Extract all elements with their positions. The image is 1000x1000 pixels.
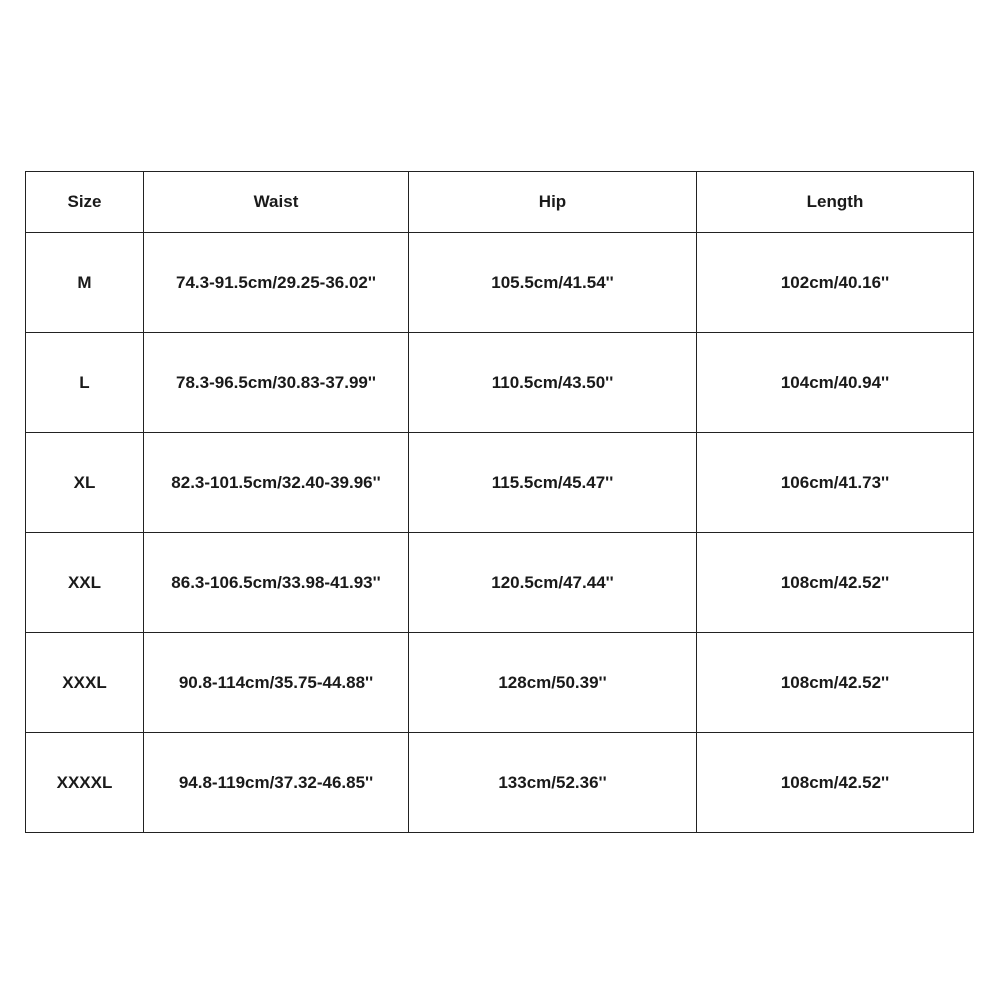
cell-length: 104cm/40.94'' xyxy=(697,333,974,433)
table-row xyxy=(26,633,974,733)
header-size: Size xyxy=(26,172,144,233)
cell-waist: 90.8-114cm/35.75-44.88'' xyxy=(144,633,409,733)
cell-length: 106cm/41.73'' xyxy=(697,433,974,533)
header-length: Length xyxy=(697,172,974,233)
cell-size: XXXL xyxy=(26,633,144,733)
cell-hip: 105.5cm/41.54'' xyxy=(409,233,697,333)
cell-waist: 94.8-119cm/37.32-46.85'' xyxy=(144,733,409,833)
cell-size: XL xyxy=(26,433,144,533)
cell-hip: 120.5cm/47.44'' xyxy=(409,533,697,633)
cell-size: L xyxy=(26,333,144,433)
cell-size: XXL xyxy=(26,533,144,633)
table-body xyxy=(26,233,974,833)
size-chart-table xyxy=(25,171,974,833)
cell-hip: 133cm/52.36'' xyxy=(409,733,697,833)
cell-length: 102cm/40.16'' xyxy=(697,233,974,333)
header-waist: Waist xyxy=(144,172,409,233)
table-row xyxy=(26,233,974,333)
header-hip: Hip xyxy=(409,172,697,233)
cell-waist: 74.3-91.5cm/29.25-36.02'' xyxy=(144,233,409,333)
cell-length: 108cm/42.52'' xyxy=(697,633,974,733)
cell-length: 108cm/42.52'' xyxy=(697,533,974,633)
cell-size: XXXXL xyxy=(26,733,144,833)
table-header xyxy=(26,172,974,233)
table-row xyxy=(26,533,974,633)
cell-length: 108cm/42.52'' xyxy=(697,733,974,833)
header-row xyxy=(26,172,974,233)
cell-waist: 86.3-106.5cm/33.98-41.93'' xyxy=(144,533,409,633)
cell-size: M xyxy=(26,233,144,333)
table-row xyxy=(26,733,974,833)
table-row xyxy=(26,433,974,533)
cell-waist: 78.3-96.5cm/30.83-37.99'' xyxy=(144,333,409,433)
cell-waist: 82.3-101.5cm/32.40-39.96'' xyxy=(144,433,409,533)
cell-hip: 110.5cm/43.50'' xyxy=(409,333,697,433)
table-row xyxy=(26,333,974,433)
cell-hip: 115.5cm/45.47'' xyxy=(409,433,697,533)
cell-hip: 128cm/50.39'' xyxy=(409,633,697,733)
